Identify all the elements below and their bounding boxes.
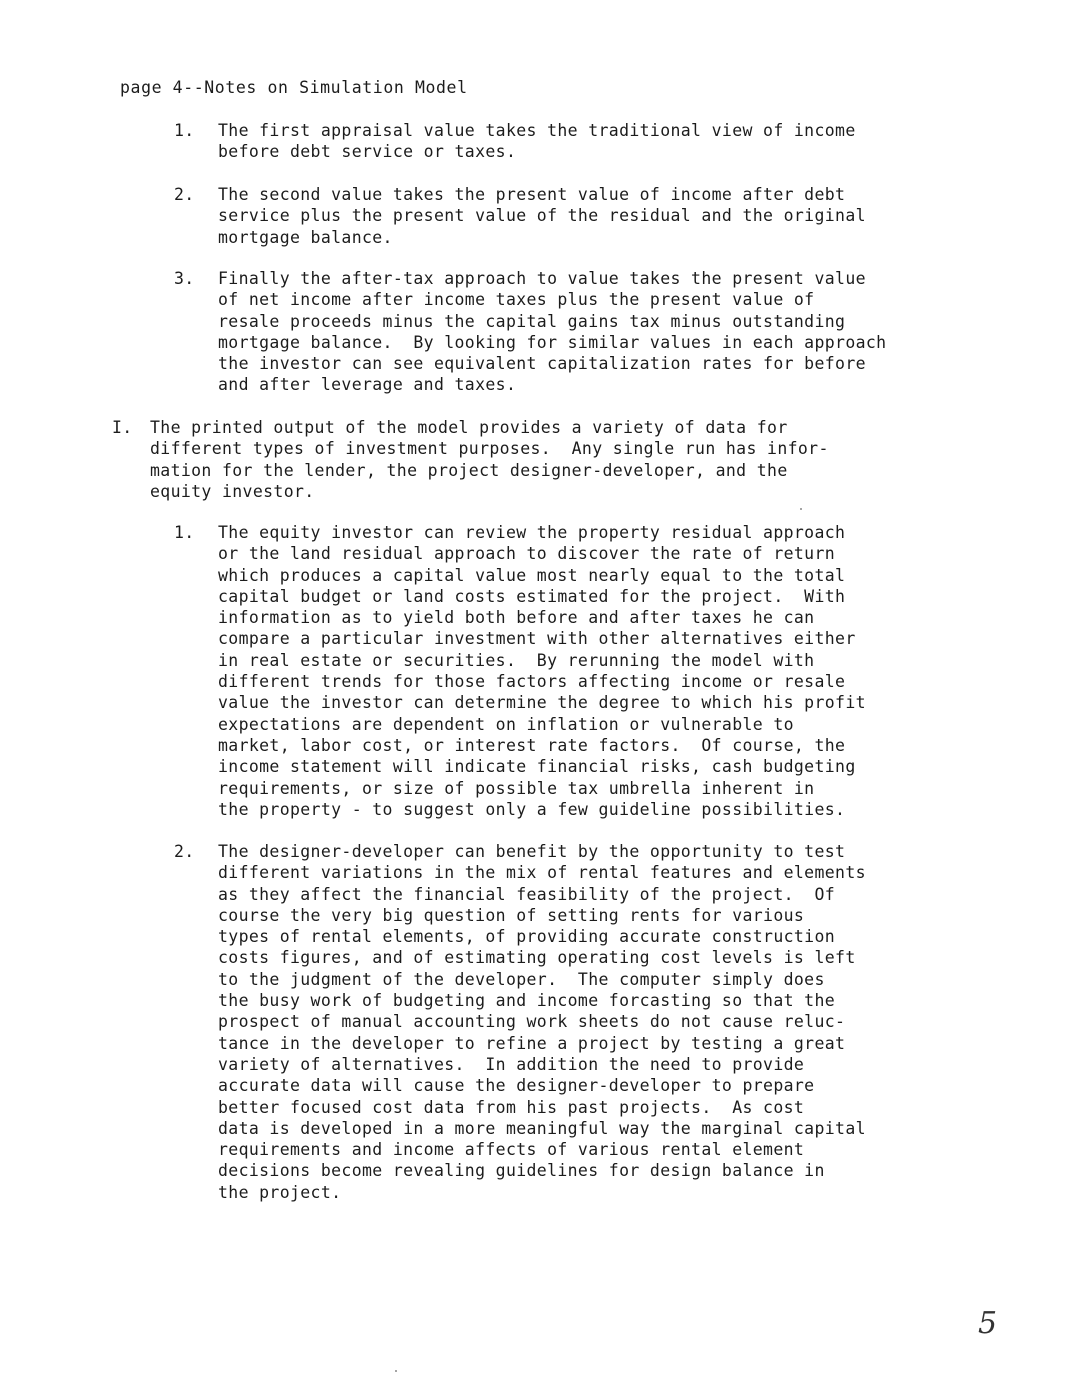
item-number: 2. [174, 185, 195, 204]
item-text: The second value takes the present value of income after debt service plus the present value of the residual and the original mortgage balance. [218, 185, 866, 247]
item-number: 2. [174, 842, 195, 861]
item-text: Finally the after-tax approach to value takes the present value of net income after income taxes plus the present value of resale proceeds minus the capital gains tax minus outstanding mortgage balance. By looking for similar values in each approach the investor can see equivalent capitalization rates for before and after leverage and taxes. [218, 269, 887, 395]
use-item-2 [174, 841, 866, 1203]
section-item [112, 417, 829, 502]
item-number: 1. [174, 121, 195, 140]
item-number: 3. [174, 269, 195, 288]
item-text: The designer-developer can benefit by the opportunity to test different variations in the mix of rental features and elements as they affect the financial feasibility of the project. Of course the very big question of setting rents for various types of rental elements, of providing accurate construction costs figures, and of estimating operating cost levels is left to the judgment of the developer. The computer simply does the busy work of budgeting and income forcasting so that the prospect of manual accounting work sheets do not cause reluc- tance in the developer to refine a project by testing a great variety of alternatives. In addition the need to provide accurate data will cause the designer-developer to prepare better focused cost data from his past projects. As cost data is developed in a more meaningful way the marginal capital requirements and income affects of various rental element decisions become revealing guidelines for design balance in the project. [218, 842, 866, 1202]
section-text: The printed output of the model provides a variety of data for different types of investment purposes. Any single run has infor- mation for the lender, the project designer-developer, and the equity investor. [150, 418, 829, 501]
scan-speck [395, 1370, 397, 1372]
page-number: 5 [978, 1306, 998, 1341]
approach-item-2 [174, 184, 866, 248]
approach-item-3 [174, 268, 886, 396]
page-header: page 4--Notes on Simulation Model [120, 78, 468, 97]
use-item-1 [174, 522, 866, 820]
section-number: I. [112, 418, 133, 437]
item-number: 1. [174, 523, 195, 542]
item-text: The first appraisal value takes the traditional view of income before debt service or taxes. [218, 121, 856, 162]
item-text: The equity investor can review the property residual approach or the land residual approach to discover the rate of return which produces a capital value most nearly equal to the total capital budget or land costs estimated for the project. With information as to yield both before and after taxes he can compare a particular investment with other alternatives either in real estate or securities. By rerunning the model with different trends for those factors affecting income or resale value the investor can determine the degree to which his profit expectations are dependent on inflation or vulnerable to market, labor cost, or interest rate factors. Of course, the income statement will indicate financial risks, cash budgeting requirements, or size of possible tax umbrella inherent in the property - to suggest only a few guideline possibilities. [218, 523, 866, 819]
scan-speck [800, 508, 802, 510]
approach-item-1 [174, 120, 856, 163]
